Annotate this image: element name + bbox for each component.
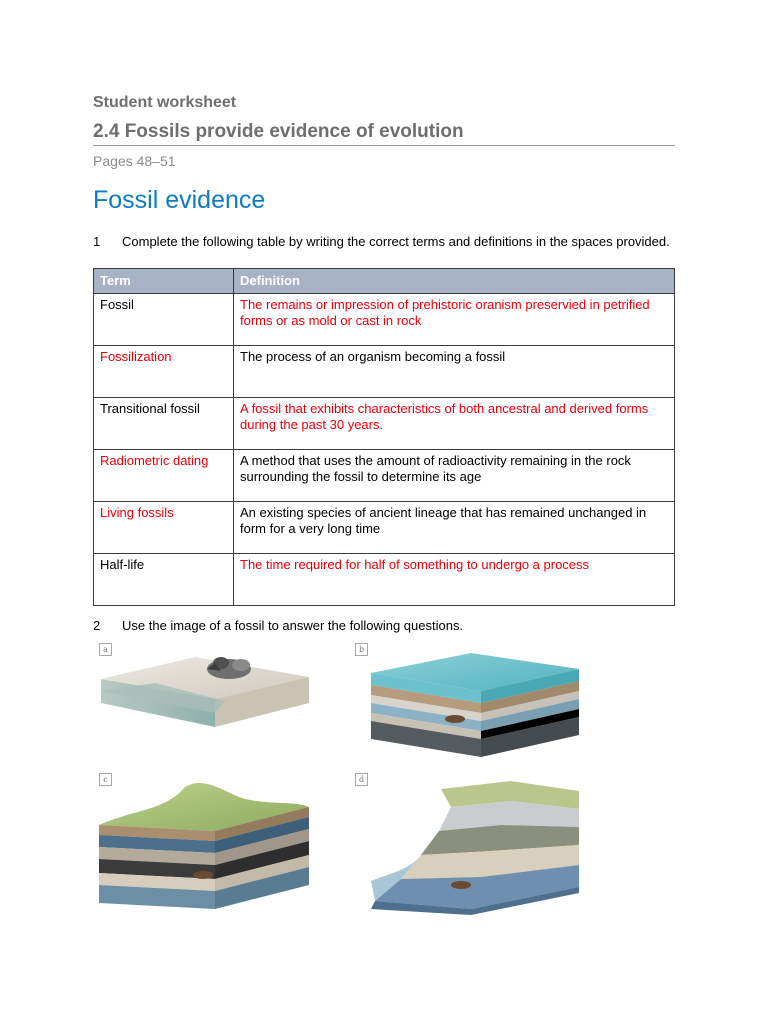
panel-label-a: a [99,643,112,656]
definition-cell: A method that uses the amount of radioactivity remaining in the rock surrounding the fossil to determine its age [234,450,675,502]
table-row [94,346,675,398]
dead-animal-on-shore-illustration [95,639,311,769]
worksheet-kicker: Student worksheet [93,94,237,111]
figure-panel-c [95,769,313,919]
question-text: Use the image of a fossil to answer the following questions. [122,618,464,633]
fossil-formation-figure [93,636,581,920]
column-header-term: Term [94,269,234,294]
question-2 [93,618,675,634]
definition-cell: The time required for half of something to undergo a process [234,554,675,606]
figure-panel-b [351,639,581,763]
page-range: Pages 48–51 [93,153,176,169]
title-divider [93,145,675,146]
term-cell: Radiometric dating [94,450,234,502]
worksheet-title: 2.4 Fossils provide evidence of evolution [93,121,464,142]
definition-cell: An existing species of ancient lineage that has remained unchanged in form for a very long time [234,502,675,554]
table-row [94,294,675,346]
definition-cell: A fossil that exhibits characteristics of both ancestral and derived forms during the past 30 years. [234,398,675,450]
fossil-exposed-eroded-slope-illustration [351,769,581,919]
figure-panel-d [351,769,581,919]
term-cell: Fossil [94,294,234,346]
table-row [94,398,675,450]
panel-label-c: c [99,773,112,786]
question-text: Complete the following table by writing the correct terms and definitions in the spaces provided. [122,234,670,249]
table-row [94,554,675,606]
question-1 [93,234,675,266]
figure-panel-a [95,639,311,769]
section-heading: Fossil evidence [93,186,266,214]
question-number: 1 [93,234,101,249]
panel-label-d: d [355,773,368,786]
table-header-row [94,269,675,294]
term-cell: Half-life [94,554,234,606]
fossil-under-land-layers-illustration [95,769,313,919]
definition-cell: The process of an organism becoming a fossil [234,346,675,398]
term-cell: Transitional fossil [94,398,234,450]
definition-cell: The remains or impression of prehistoric oranism preservied in petrified forms or as mold or cast in rock [234,294,675,346]
term-cell: Living fossils [94,502,234,554]
term-cell: Fossilization [94,346,234,398]
panel-label-b: b [355,643,368,656]
column-header-definition: Definition [234,269,675,294]
question-number: 2 [93,618,101,633]
table-row [94,450,675,502]
terms-table [93,268,675,606]
table-row [94,502,675,554]
fossil-under-water-sediment-illustration [351,639,581,763]
